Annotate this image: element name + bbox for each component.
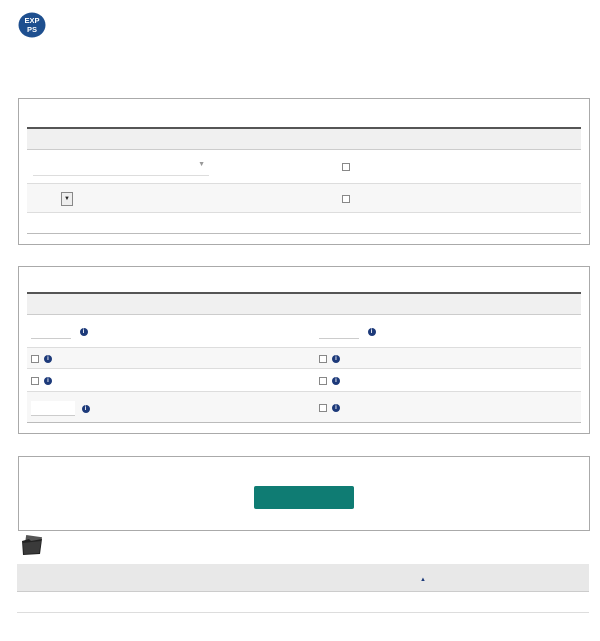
- only-stock-checkbox[interactable]: [342, 195, 350, 203]
- folder-icon: [20, 534, 44, 556]
- tva-input[interactable]: [31, 401, 75, 416]
- info-icon[interactable]: i: [332, 377, 340, 385]
- info-icon[interactable]: i: [80, 328, 88, 336]
- adv-stock-checkbox[interactable]: [31, 355, 39, 363]
- files-empty-row: [17, 592, 589, 613]
- margin-input[interactable]: [31, 324, 71, 339]
- section-1-header: [27, 127, 581, 150]
- section-3: [18, 456, 590, 531]
- tva-row: [27, 392, 581, 423]
- info-icon[interactable]: i: [82, 405, 90, 413]
- info-icon[interactable]: i: [44, 377, 52, 385]
- tags-select[interactable]: [33, 159, 209, 176]
- date-column-header[interactable]: [420, 573, 426, 583]
- chevron-down-icon: ▼: [198, 161, 205, 168]
- online-row: [27, 369, 581, 392]
- section-1: [18, 98, 590, 245]
- dropdown-arrow-icon: ▼: [61, 192, 73, 206]
- files-table-header: [17, 564, 589, 592]
- delete-images-checkbox[interactable]: [319, 377, 327, 385]
- section-1-footer: [27, 213, 581, 234]
- qty-stock-checkbox[interactable]: [319, 355, 327, 363]
- logo-text-top: EXP: [24, 16, 40, 25]
- online-only-checkbox[interactable]: [31, 377, 39, 385]
- warehouse-select[interactable]: [35, 193, 73, 205]
- info-icon[interactable]: i: [44, 355, 52, 363]
- logo-text-bottom: PS: [26, 25, 38, 34]
- warehouse-row: [27, 184, 581, 213]
- section-2: [18, 266, 590, 434]
- info-icon[interactable]: i: [368, 328, 376, 336]
- margin-row: [27, 314, 581, 348]
- on-sale-checkbox[interactable]: [319, 404, 327, 412]
- stock-row: [27, 348, 581, 369]
- section-2-header: [27, 292, 581, 315]
- app-logo: [18, 12, 46, 38]
- only-sale-checkbox[interactable]: [342, 163, 350, 171]
- info-icon[interactable]: i: [332, 404, 340, 412]
- tags-row: [27, 149, 581, 184]
- sort-asc-icon: ▲: [420, 577, 426, 583]
- generate-document-button[interactable]: [254, 486, 354, 509]
- shop-input[interactable]: [319, 324, 359, 339]
- info-icon[interactable]: i: [332, 355, 340, 363]
